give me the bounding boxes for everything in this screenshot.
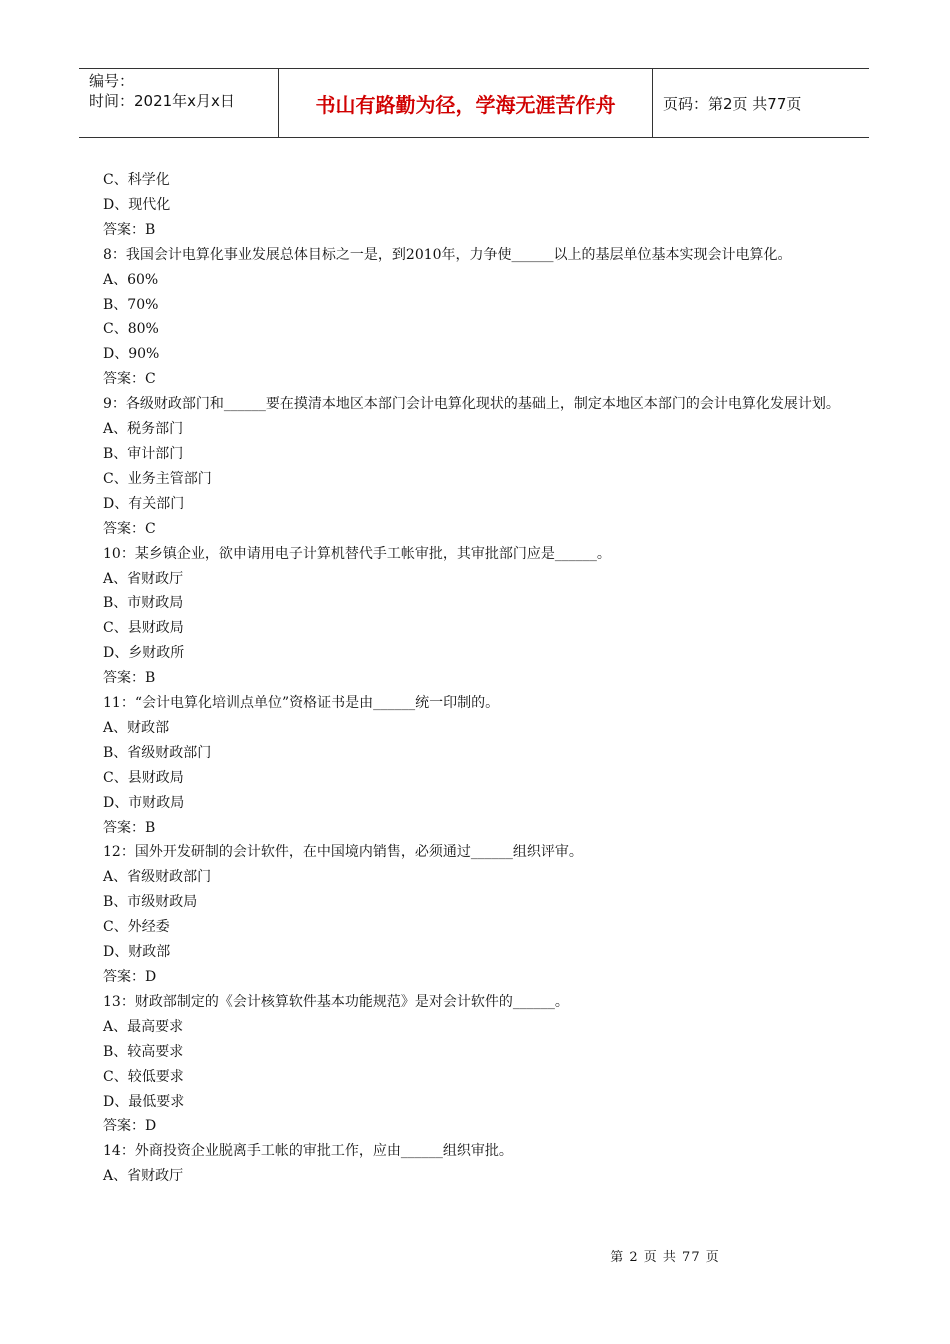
answer-line: 答案：B bbox=[103, 221, 156, 238]
option-line: C、较低要求 bbox=[103, 1068, 184, 1085]
answer-line: 答案：D bbox=[103, 969, 157, 985]
option-line: D、90% bbox=[103, 346, 160, 363]
time-label: 时间：2021年x月x日 bbox=[89, 92, 235, 110]
question-line: 9：各级财政部门和______要在摸清本地区本部门会计电算化现状的基础上，制定本地区本部门的会计电算化发展计划。 bbox=[103, 396, 840, 413]
question-line: 12：国外开发研制的会计软件，在中国境内销售，必须通过______组织评审。 bbox=[103, 844, 583, 861]
answer-line: 答案：B bbox=[103, 670, 156, 687]
header-left-cell bbox=[79, 69, 279, 137]
option-line: D、乡财政所 bbox=[103, 645, 185, 662]
option-line: B、市级财政局 bbox=[103, 894, 198, 911]
option-line: C、县财政局 bbox=[103, 620, 184, 637]
text-line: C、科学化 bbox=[103, 172, 170, 188]
header-page-info: 页码：第2页 共77页 bbox=[663, 94, 802, 113]
option-line: A、财政部 bbox=[103, 719, 170, 736]
page-footer: 第 2 页 共 77 页 bbox=[610, 1250, 720, 1265]
option-line: C、80% bbox=[103, 321, 159, 338]
option-line: A、60% bbox=[103, 271, 159, 288]
option-line: A、省财政厅 bbox=[103, 1168, 184, 1185]
question-line: 8：我国会计电算化事业发展总体目标之一是，到2010年，力争使______以上的基层单位基本实现会计电算化。 bbox=[103, 246, 792, 263]
option-line: D、最低要求 bbox=[103, 1093, 185, 1110]
option-line: B、70% bbox=[103, 296, 159, 313]
answer-line: 答案：B bbox=[103, 819, 156, 836]
option-line: C、外经委 bbox=[103, 919, 170, 936]
header-motto: 书山有路勤为径，学海无涯苦作舟 bbox=[279, 69, 653, 137]
option-line: D、财政部 bbox=[103, 944, 171, 961]
option-line: A、最高要求 bbox=[103, 1018, 184, 1035]
option-line: C、县财政局 bbox=[103, 769, 184, 786]
option-line: D、有关部门 bbox=[103, 495, 185, 512]
option-line: B、市财政局 bbox=[103, 595, 184, 612]
option-line: A、省财政厅 bbox=[103, 570, 184, 587]
option-line: B、较高要求 bbox=[103, 1043, 184, 1060]
option-line: C、业务主管部门 bbox=[103, 470, 212, 487]
answer-line: 答案：D bbox=[103, 1118, 157, 1135]
answer-line: 答案：C bbox=[103, 371, 156, 388]
question-content bbox=[103, 168, 848, 1189]
question-line: 13：财政部制定的《会计核算软件基本功能规范》是对会计软件的______。 bbox=[103, 993, 569, 1010]
question-line: 10：某乡镇企业，欲申请用电子计算机替代手工帐审批，其审批部门应是______。 bbox=[103, 545, 611, 562]
option-line: D、市财政局 bbox=[103, 794, 185, 811]
option-line: A、省级财政部门 bbox=[103, 869, 212, 886]
question-line: 14：外商投资企业脱离手工帐的审批工作，应由______组织审批。 bbox=[103, 1143, 513, 1160]
serial-label: 编号： bbox=[89, 72, 135, 90]
question-line: 11：“会计电算化培训点单位”资格证书是由______统一印制的。 bbox=[103, 695, 500, 712]
answer-line: 答案：C bbox=[103, 520, 156, 537]
page-header bbox=[79, 68, 869, 138]
text-line: D、现代化 bbox=[103, 196, 171, 213]
option-line: A、税务部门 bbox=[103, 421, 184, 438]
option-line: B、省级财政部门 bbox=[103, 744, 212, 761]
option-line: B、审计部门 bbox=[103, 445, 184, 462]
